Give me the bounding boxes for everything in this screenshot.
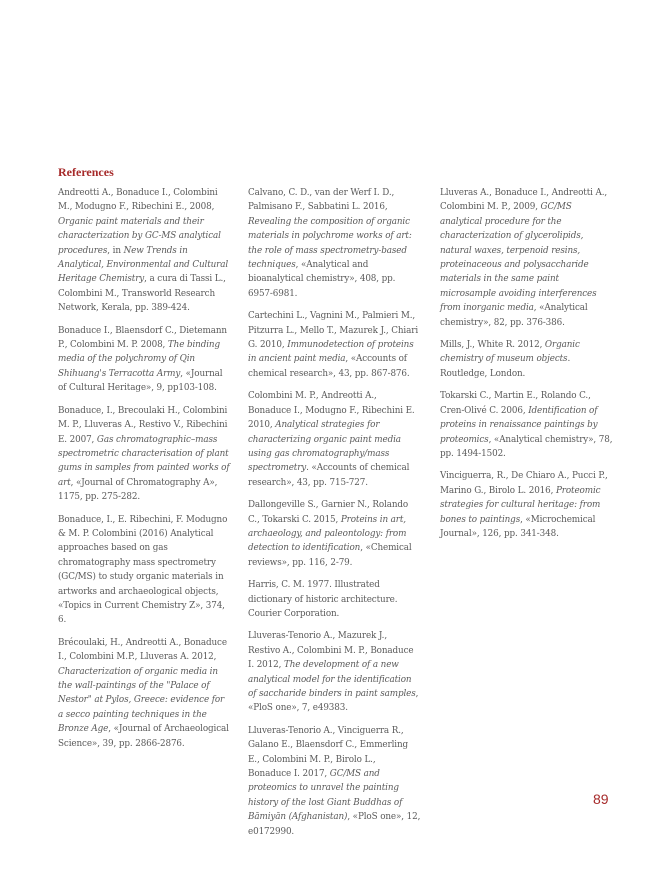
ref-title: GC/MS and proteomics to unravel the painting history of the lost Giant Buddhas of Bāmiyān (Afghanistan) bbox=[248, 769, 403, 823]
reference-entry bbox=[58, 404, 231, 505]
ref-title: Immunodetection of proteins in ancient paint media bbox=[248, 340, 414, 365]
reference-entry bbox=[440, 186, 613, 330]
ref-text: Lluveras-Tenorio A., Vinciguerra R., Galano E., Blaensdorf C., Emmerling E., Colombini M. P., Birolo L., Bonaduce I. 2017, bbox=[248, 725, 409, 780]
reference-entry bbox=[58, 636, 231, 751]
ref-text: , a cura di Tassi L., Colombini M., Transworld Research Network, Kerala, pp. 389-424. bbox=[58, 274, 226, 314]
ref-text: Tokarski C., Martin E., Rolando C., Cren-Olivé C. 2006, bbox=[440, 391, 591, 416]
ref-text: , «Analytical chemistry», 78, pp. 1494-1502. bbox=[440, 434, 613, 459]
ref-title: Revealing the composition of organic materials in polychrome works of art: the role of mass spectrometry-based techniques bbox=[248, 216, 412, 271]
reference-entry bbox=[248, 724, 421, 839]
ref-text: , «Journal of Cultural Heritage», 9, pp103-108. bbox=[58, 368, 223, 394]
ref-text: Calvano, C. D., van der Werf I. D., Palmisano F., Sabbatini L. 2016, bbox=[248, 188, 395, 213]
reference-entry bbox=[440, 389, 613, 461]
ref-text: , «Analytical and bioanalytical chemistry», 408, pp. 6957-6981. bbox=[248, 260, 396, 299]
reference-entry bbox=[248, 389, 421, 490]
reference-entry bbox=[248, 186, 421, 301]
references-column-3 bbox=[440, 186, 613, 549]
ref-text: Andreotti A., Bonaduce I., Colombini M., Modugno F., Ribechini E., 2008, bbox=[58, 188, 218, 213]
reference-entry bbox=[248, 629, 421, 715]
ref-title: Gas chromatographic–mass spectrometric characterisation of plant gums in samples from painted works of art bbox=[58, 434, 230, 488]
ref-title: New Trends in Analytical, Environmental and Cultural Heritage Chemistry bbox=[58, 245, 229, 285]
ref-text: Cartechini L., Vagnini M., Palmieri M., Pitzurra L., Mello T., Mazurek J., Chiari G. 2010, bbox=[248, 311, 419, 351]
ref-text: . «Accounts of chemical research», 43, pp. 715-727. bbox=[248, 463, 410, 488]
reference-entry bbox=[248, 498, 421, 570]
reference-entry bbox=[58, 513, 231, 628]
ref-title: Characterization of organic media in the wall-paintings of the "Palace of Nestor" at Pylos, Greece: evidence for a secco painting techniques in the Bronze Age bbox=[58, 666, 225, 735]
reference-entry bbox=[248, 578, 421, 621]
ref-title: Identification of proteins in renaissance paintings by proteomics bbox=[440, 405, 598, 445]
ref-text: , «PloS one», 12, e0172990. bbox=[248, 812, 421, 837]
ref-title: Proteins in art, archaeology, and paleontology: from detection to identification bbox=[248, 514, 407, 554]
ref-text: , «Analytical chemistry», 82, pp. 376-386. bbox=[440, 303, 588, 328]
ref-text: , «Accounts of chemical research», 43, pp. 867-876. bbox=[248, 354, 410, 379]
ref-text: Harris, C. M. 1977. Illustrated dictionary of historic architecture. Courier Corporation. bbox=[248, 580, 398, 619]
ref-text: Bonaduce, I., E. Ribechini, F. Modugno & M. P. Colombini (2016) Analytical approaches based on gas chromatography mass spectrometry (GC/MS) to study organic materials in artworks and archaeological objects, «Topics in Current Chemistry Z», 374, 6. bbox=[58, 514, 228, 626]
references-column-2 bbox=[248, 186, 421, 847]
ref-text: , «Chemical reviews», pp. 116, 2-79. bbox=[248, 543, 412, 568]
ref-text: Bonaduce I., Blaensdorf C., Dietemann P., Colombini M. P. 2008, bbox=[58, 325, 227, 351]
ref-title: Proteomic strategies for cultural heritage: from bones to paintings bbox=[440, 485, 601, 525]
page-number: 89 bbox=[593, 791, 609, 807]
reference-entry bbox=[58, 186, 231, 316]
ref-title: Analytical strategies for characterizing organic paint media using gas chromatography/mass spectrometry bbox=[248, 420, 401, 474]
ref-text: Dallongeville S., Garnier N., Rolando C., Tokarski C. 2015, bbox=[248, 500, 409, 525]
ref-title: Organic paint materials and their characterization by GC-MS analytical procedures bbox=[58, 216, 221, 256]
ref-text: Vinciguerra, R., De Chiaro A., Pucci P., Marino G., Birolo L. 2016, bbox=[440, 471, 608, 496]
ref-text: Colombini M. P., Andreotti A., Bonaduce I., Modugno F., Ribechini E. 2010, bbox=[248, 391, 415, 431]
ref-text: Mills, J., White R. 2012, bbox=[440, 340, 545, 351]
ref-text: , «Microchemical Journal», 126, pp. 341-348. bbox=[440, 514, 596, 539]
ref-title: GC/MS analytical procedure for the characterization of glycerolipids, natural waxes, terpenoid resins, proteinaceous and polysaccharide materials in the same paint microsample avoiding interferences from inorganic media bbox=[440, 202, 597, 314]
ref-text: Brécoulaki, H., Andreotti A., Bonaduce I., Colombini M.P., Lluveras A. 2012, bbox=[58, 637, 227, 663]
reference-entry bbox=[440, 469, 613, 541]
reference-entry bbox=[248, 309, 421, 381]
ref-title: The binding media of the polychromy of Qin Shihuang's Terracotta Army bbox=[58, 340, 220, 379]
reference-entry bbox=[58, 324, 231, 396]
ref-text: , «Journal of Archaeological Science», 39, pp. 2866-2876. bbox=[58, 724, 229, 749]
ref-text: , «Journal of Chromatography A», 1175, pp. 275-282. bbox=[58, 477, 218, 503]
ref-text: Bonaduce, I., Brecoulaki H., Colombini M. P., Lluveras A., Restivo V., Ribechini E. 2007, bbox=[58, 405, 228, 445]
ref-text: . Routledge, London. bbox=[440, 354, 571, 379]
references-heading: References bbox=[58, 165, 114, 179]
ref-text: , «PloS one», 7, e49383. bbox=[248, 689, 419, 714]
reference-entry bbox=[440, 338, 613, 381]
ref-text: Lluveras A., Bonaduce I., Andreotti A., Colombini M. P., 2009, bbox=[440, 188, 608, 213]
ref-text: , in bbox=[107, 245, 124, 256]
ref-title: The development of a new analytical model for the identification of saccharide binders in paint samples bbox=[248, 660, 416, 699]
ref-text: Lluveras-Tenorio A., Mazurek J., Restivo A., Colombini M. P., Bonaduce I. 2012, bbox=[248, 631, 414, 671]
references-column-1 bbox=[58, 186, 231, 759]
ref-title: Organic chemistry of museum objects bbox=[440, 340, 580, 365]
